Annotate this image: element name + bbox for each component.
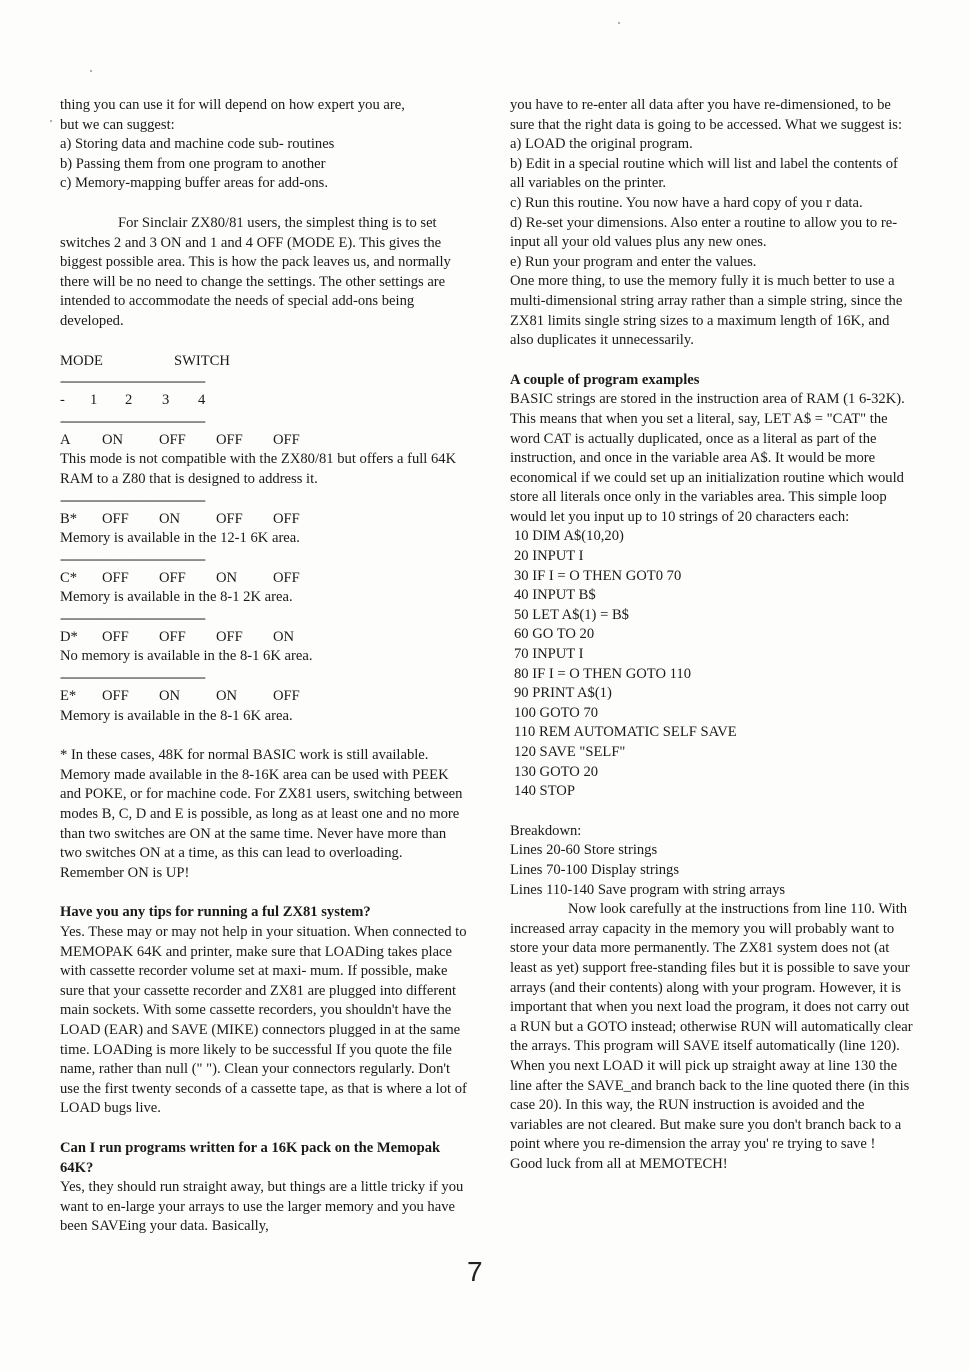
mode-cell: OFF (159, 628, 186, 645)
mode-cell: ON (159, 688, 181, 705)
dashed-rule: --------------------------------------------------- (60, 412, 205, 428)
run-heading: Can I run programs written for a 16K pack on the Memopak 64K? (60, 1139, 441, 1176)
mode-cell: ON (216, 569, 238, 586)
mode-cell: C* (60, 569, 78, 586)
breakdown-title: Breakdown: (510, 822, 582, 839)
code-line: 120 SAVE "SELF" (514, 744, 626, 760)
mode-cell: OFF (102, 510, 129, 527)
code-line: 80 IF I = O THEN GOTO 110 (514, 665, 691, 682)
mode-description: This mode is not compatible with the ZX80/81 but offers a full 64K RAM to a Z80 that is designed to address it. (60, 451, 457, 487)
sinclair-paragraph: For Sinclair ZX80/81 users, the simplest thing is to set switches 2 and 3 ON and 1 and 4 OFF (MODE E). This gives the biggest possible area. This is how the pack leaves us, and normally there will be no need to change the settings. The other settings are intended to accommodate the needs of special add-ons being developed. (60, 214, 451, 329)
footnote-paragraph: * In these cases, 48K for normal BASIC work is still available. Memory made available in the 8-16K area can be used with PEEK and POKE, or for machine code. For ZX81 users, switching between modes B, C, D and E is possible, as long as at least one and no more than two switches are ON at the same time. Never have more than two switches ON at a time, as this can lead to overloading. Remember ON is UP! (60, 747, 463, 881)
dashed-rule: --------------------------------------------------- (60, 491, 205, 507)
breakdown-item: Lines 20-60 Store strings (510, 842, 658, 859)
page-number: 7 (467, 1256, 483, 1287)
mode-cell: OFF (273, 688, 300, 705)
dashed-rule: --------------------------------------------------- (60, 550, 205, 566)
mode-description: Memory is available in the 8-1 2K area. (60, 589, 293, 606)
mode-cell: ON (216, 688, 238, 705)
paper-speck (618, 22, 620, 24)
mode-cell: OFF (216, 431, 243, 448)
memory-paragraph: One more thing, to use the memory fully it is much better to use a multi-dimensional string array rather than a simple string, since the ZX81 limits single string sizes to a maximum length of 16K, and also duplicates it unnecessarily. (510, 273, 903, 349)
mode-cell: ON (273, 628, 295, 645)
left-column (60, 96, 470, 1237)
run-paragraph: Yes, they should run straight away, but things are a little tricky if you want to en-large your arrays to use the larger memory and you have been SAVEing your data. Basically, (60, 1179, 464, 1235)
signoff: Good luck from all at MEMOTECH! (510, 1155, 728, 1172)
intro-line: thing you can use it for will depend on how expert you are, (60, 97, 405, 113)
code-line: 10 DIM A$(10,20) (514, 528, 624, 545)
mode-cell: OFF (102, 688, 129, 705)
continuation-paragraph: you have to re-enter all data after you have re-dimensioned, to be sure that the right data is going to be accessed. What we suggest is: (510, 97, 903, 133)
intro-line: b) Passing them from one program to another (60, 155, 326, 172)
right-column (510, 96, 915, 1174)
mode-row (60, 569, 470, 589)
breakdown-item: Lines 110-140 Save program with string arrays (510, 881, 786, 898)
mode-cell: ON (102, 431, 124, 448)
mode-cell: OFF (159, 431, 186, 448)
mode-description: No memory is available in the 8-1 6K area. (60, 648, 313, 665)
code-line: 50 LET A$(1) = B$ (514, 606, 629, 623)
code-line: 60 GO TO 20 (514, 626, 595, 643)
mode-cell: OFF (159, 569, 186, 586)
mode-description: Memory is available in the 12-1 6K area. (60, 530, 300, 547)
code-line: 130 GOTO 20 (514, 763, 599, 780)
mode-cell: OFF (216, 628, 243, 645)
mode-cell: OFF (102, 569, 129, 586)
mode-cell: OFF (273, 510, 300, 527)
mode-cell: OFF (273, 569, 300, 586)
code-line: 20 INPUT I (514, 548, 584, 565)
code-line: 30 IF I = O THEN GOT0 70 (514, 567, 682, 584)
step-item: c) Run this routine. You now have a hard copy of you r data. (510, 194, 863, 211)
switch-header: SWITCH (174, 352, 230, 369)
paper-speck (90, 70, 92, 72)
mode-row (60, 628, 470, 648)
mode-cell: E* (60, 688, 77, 705)
step-item: d) Re-set your dimensions. Also enter a routine to allow you to re-input all your old values plus any new ones. (510, 214, 898, 251)
tips-paragraph: Yes. These may or may not help in your situation. When connected to MEMOPAK 64K and printer, make sure that LOADing takes place with cassette recorder volume set at maxi- mum. If possible, make sure that your cassette recorder and ZX81 are plugged into different main sockets. With some cassette recorders, you shouldn't have the LOAD (EAR) and SAVE (MIKE) connectors plugged in at the same time. LOADing is more likely to be successful If you quote the file name, rather than null (" "). Clean your connectors regularly. Don't use the first twenty seconds of a cassette tape, as that is where a lot of LOAD bugs live. (60, 924, 467, 1117)
mode-cell: OFF (273, 431, 300, 448)
mode-cell: D* (60, 628, 78, 645)
step-item: b) Edit in a special routine which will list and label the contents of all variables on the printer. (510, 155, 898, 192)
code-line: 110 REM AUTOMATIC SELF SAVE (514, 724, 737, 741)
examples-paragraph: BASIC strings are stored in the instruction area of RAM (1 6-32K). This means that when you set a literal, say, LET A$ = "CAT" the word CAT is actually duplicated, once as a literal as part of the instruction, and once in the variable area A$. It would be more economical if we could set up an initialization routine which would store all literals once only in the variables area. This simple loop would let you input up to 10 strings of 20 characters each: (510, 391, 905, 525)
code-line: 100 GOTO 70 (514, 704, 599, 721)
intro-line: a) Storing data and machine code sub- routines (60, 136, 335, 153)
breakdown-item: Lines 70-100 Display strings (510, 861, 680, 878)
mode-cell: OFF (216, 510, 243, 527)
step-item: e) Run your program and enter the values. (510, 253, 757, 270)
code-line: 70 INPUT I (514, 646, 584, 663)
paper-speck (50, 120, 52, 122)
final-paragraph: Now look carefully at the instructions from line 110. With increased array capacity in the memory you will probably want to store your data more permanently. The ZX81 system does not (at least as yet) support free-standing files but it is possible to save your arrays (and their contents) along with your program. However, it is important that when you next load the program, it does not carry out a RUN but a GOTO instead; otherwise RUN will automatically clear the arrays. This program will SAVE itself automatically (line 120). When you next LOAD it will pick up straight away at line 130 the line after the SAVE_and branch back to the line quoted there (in this case 20). In this way, the RUN instruction is avoided and the variables are not cleared. But make sure you don't branch back to a point where you re-dimension the array you' re trying to save ! (510, 901, 913, 1153)
step-item: a) LOAD the original program. (510, 136, 693, 153)
mode-row (60, 687, 470, 707)
intro-line: c) Memory-mapping buffer areas for add-ons. (60, 175, 328, 192)
dashed-rule: --------------------------------------------------- (60, 669, 205, 685)
code-line: 90 PRINT A$(1) (514, 685, 612, 702)
mode-row (60, 431, 470, 451)
dashed-rule: --------------------------------------------------- (60, 373, 205, 389)
mode-cell: ON (159, 510, 181, 527)
tips-heading: Have you any tips for running a ful ZX81 system? (60, 904, 371, 921)
mode-table-header (60, 352, 470, 372)
mode-row (60, 510, 470, 530)
mode-cell: A (60, 431, 71, 448)
code-line: 40 INPUT B$ (514, 587, 596, 604)
mode-description: Memory is available in the 8-1 6K area. (60, 707, 293, 724)
switch-number-row: - 1 2 3 4 (60, 392, 206, 409)
examples-heading: A couple of program examples (510, 371, 700, 388)
intro-line: but we can suggest: (60, 116, 175, 133)
mode-cell: B* (60, 510, 78, 527)
mode-header: MODE (60, 352, 103, 369)
basic-listing (510, 527, 915, 801)
dashed-rule: --------------------------------------------------- (60, 609, 205, 625)
mode-cell: OFF (102, 628, 129, 645)
code-line: 140 STOP (514, 783, 575, 800)
